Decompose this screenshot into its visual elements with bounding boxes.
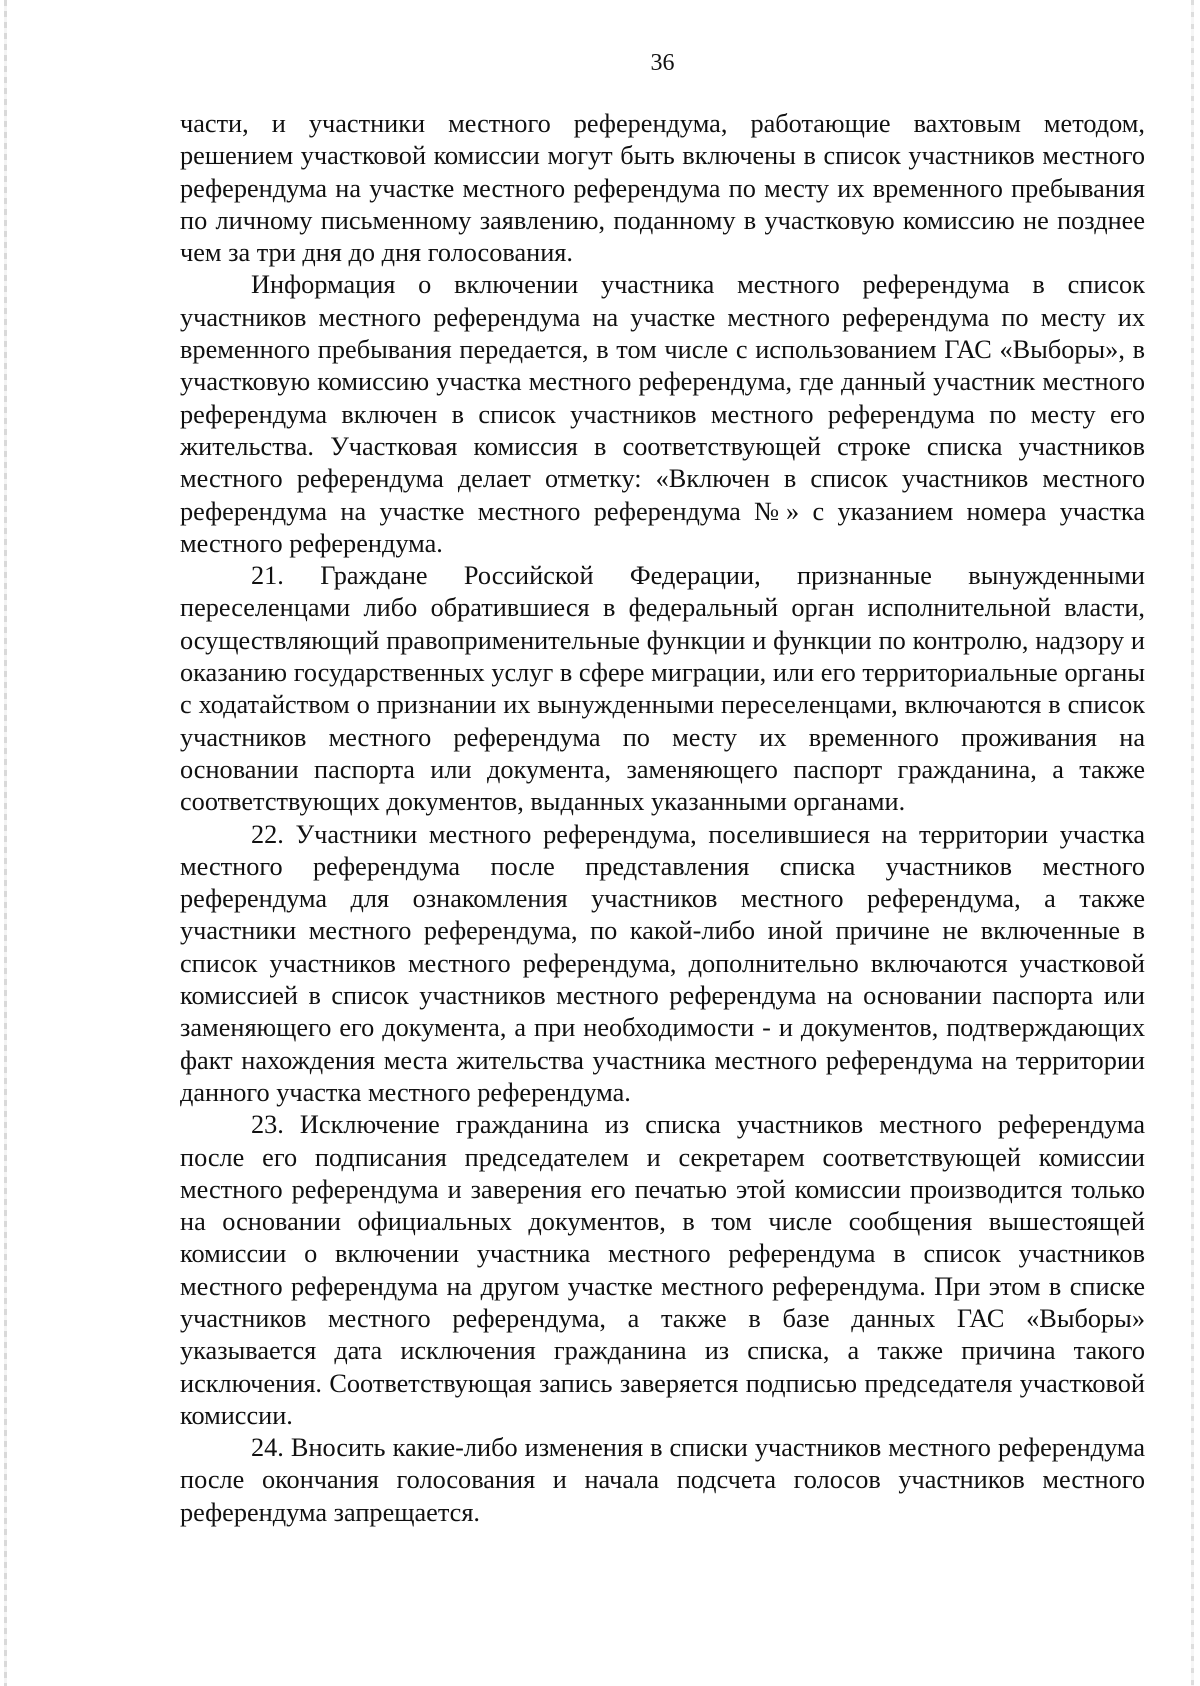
page-number: 36 <box>650 50 675 76</box>
paragraph-item-24: 24. Вносить какие-либо изменения в списки участников местного референдума после окончания голосования и начала подсчета голосов участников местного референдума запрещается. <box>180 1433 1145 1527</box>
document-body <box>180 108 1145 1529</box>
paragraph-item-22: 22. Участники местного референдума, поселившиеся на территории участка местного референдума после представления списка участников местного референдума для ознакомления участников местного референдума, а также участники местного референдума, по какой-либо иной причине не включенные в список участников местного референдума, дополнительно включаются участковой комиссией в список участников местного референдума на основании паспорта или заменяющего его документа, а при необходимости - и документов, подтверждающих факт нахождения места жительства участника местного референдума на территории данного участка местного референдума. <box>180 819 1145 1107</box>
paragraph-item-21: 21. Граждане Российской Федерации, признанные вынужденными переселенцами либо обратившиеся в федеральный орган исполнительной власти, осуществляющий правоприменительные функции и функции по контролю, надзору и оказанию государственных услуг в сфере миграции, или его территориальные органы с ходатайством о признании их вынужденными переселенцами, включаются в список участников местного референдума по месту их временного проживания на основании паспорта или документа, заменяющего паспорт гражданина, а также соответствующих документов, выданных указанными органами. <box>180 561 1145 817</box>
paragraph-item-23: 23. Исключение гражданина из списка участников местного референдума после его подписания председателем и секретарем соответствующей комиссии местного референдума и заверения его печатью этой комиссии производится только на основании официальных документов, в том числе сообщения вышестоящей комиссии о включении участника местного референдума в список участников местного референдума на другом участке местного референдума. При этом в списке участников местного референдума, а также в базе данных ГАС «Выборы» указывается дата исключения гражданина из списка, а также причина такого исключения. Соответствующая запись заверяется подписью председателя участковой комиссии. <box>180 1110 1145 1430</box>
scan-edge-right <box>1191 0 1194 1686</box>
paragraph: Информация о включении участника местного референдума в список участников местного референдума на участке местного референдума по месту их временного пребывания передается, в том числе с использованием ГАС «Выборы», в участковую комиссию участка местного референдума, где данный участник местного референдума включен в список участников местного референдума по месту его жительства. Участковая комиссия в соответствующей строке списка участников местного референдума делает отметку: «Включен в список участников местного референдума на участке местного референдума №» с указанием номера участка местного референдума. <box>180 270 1145 558</box>
paragraph: части, и участники местного референдума, работающие вахтовым методом, решением участковой комиссии могут быть включены в список участников местного референдума на участке местного референдума по месту их временного пребывания по личному письменному заявлению, поданному в участковую комиссию не позднее чем за три дня до дня голосования. <box>180 109 1145 268</box>
scan-edge-left <box>4 0 7 1686</box>
